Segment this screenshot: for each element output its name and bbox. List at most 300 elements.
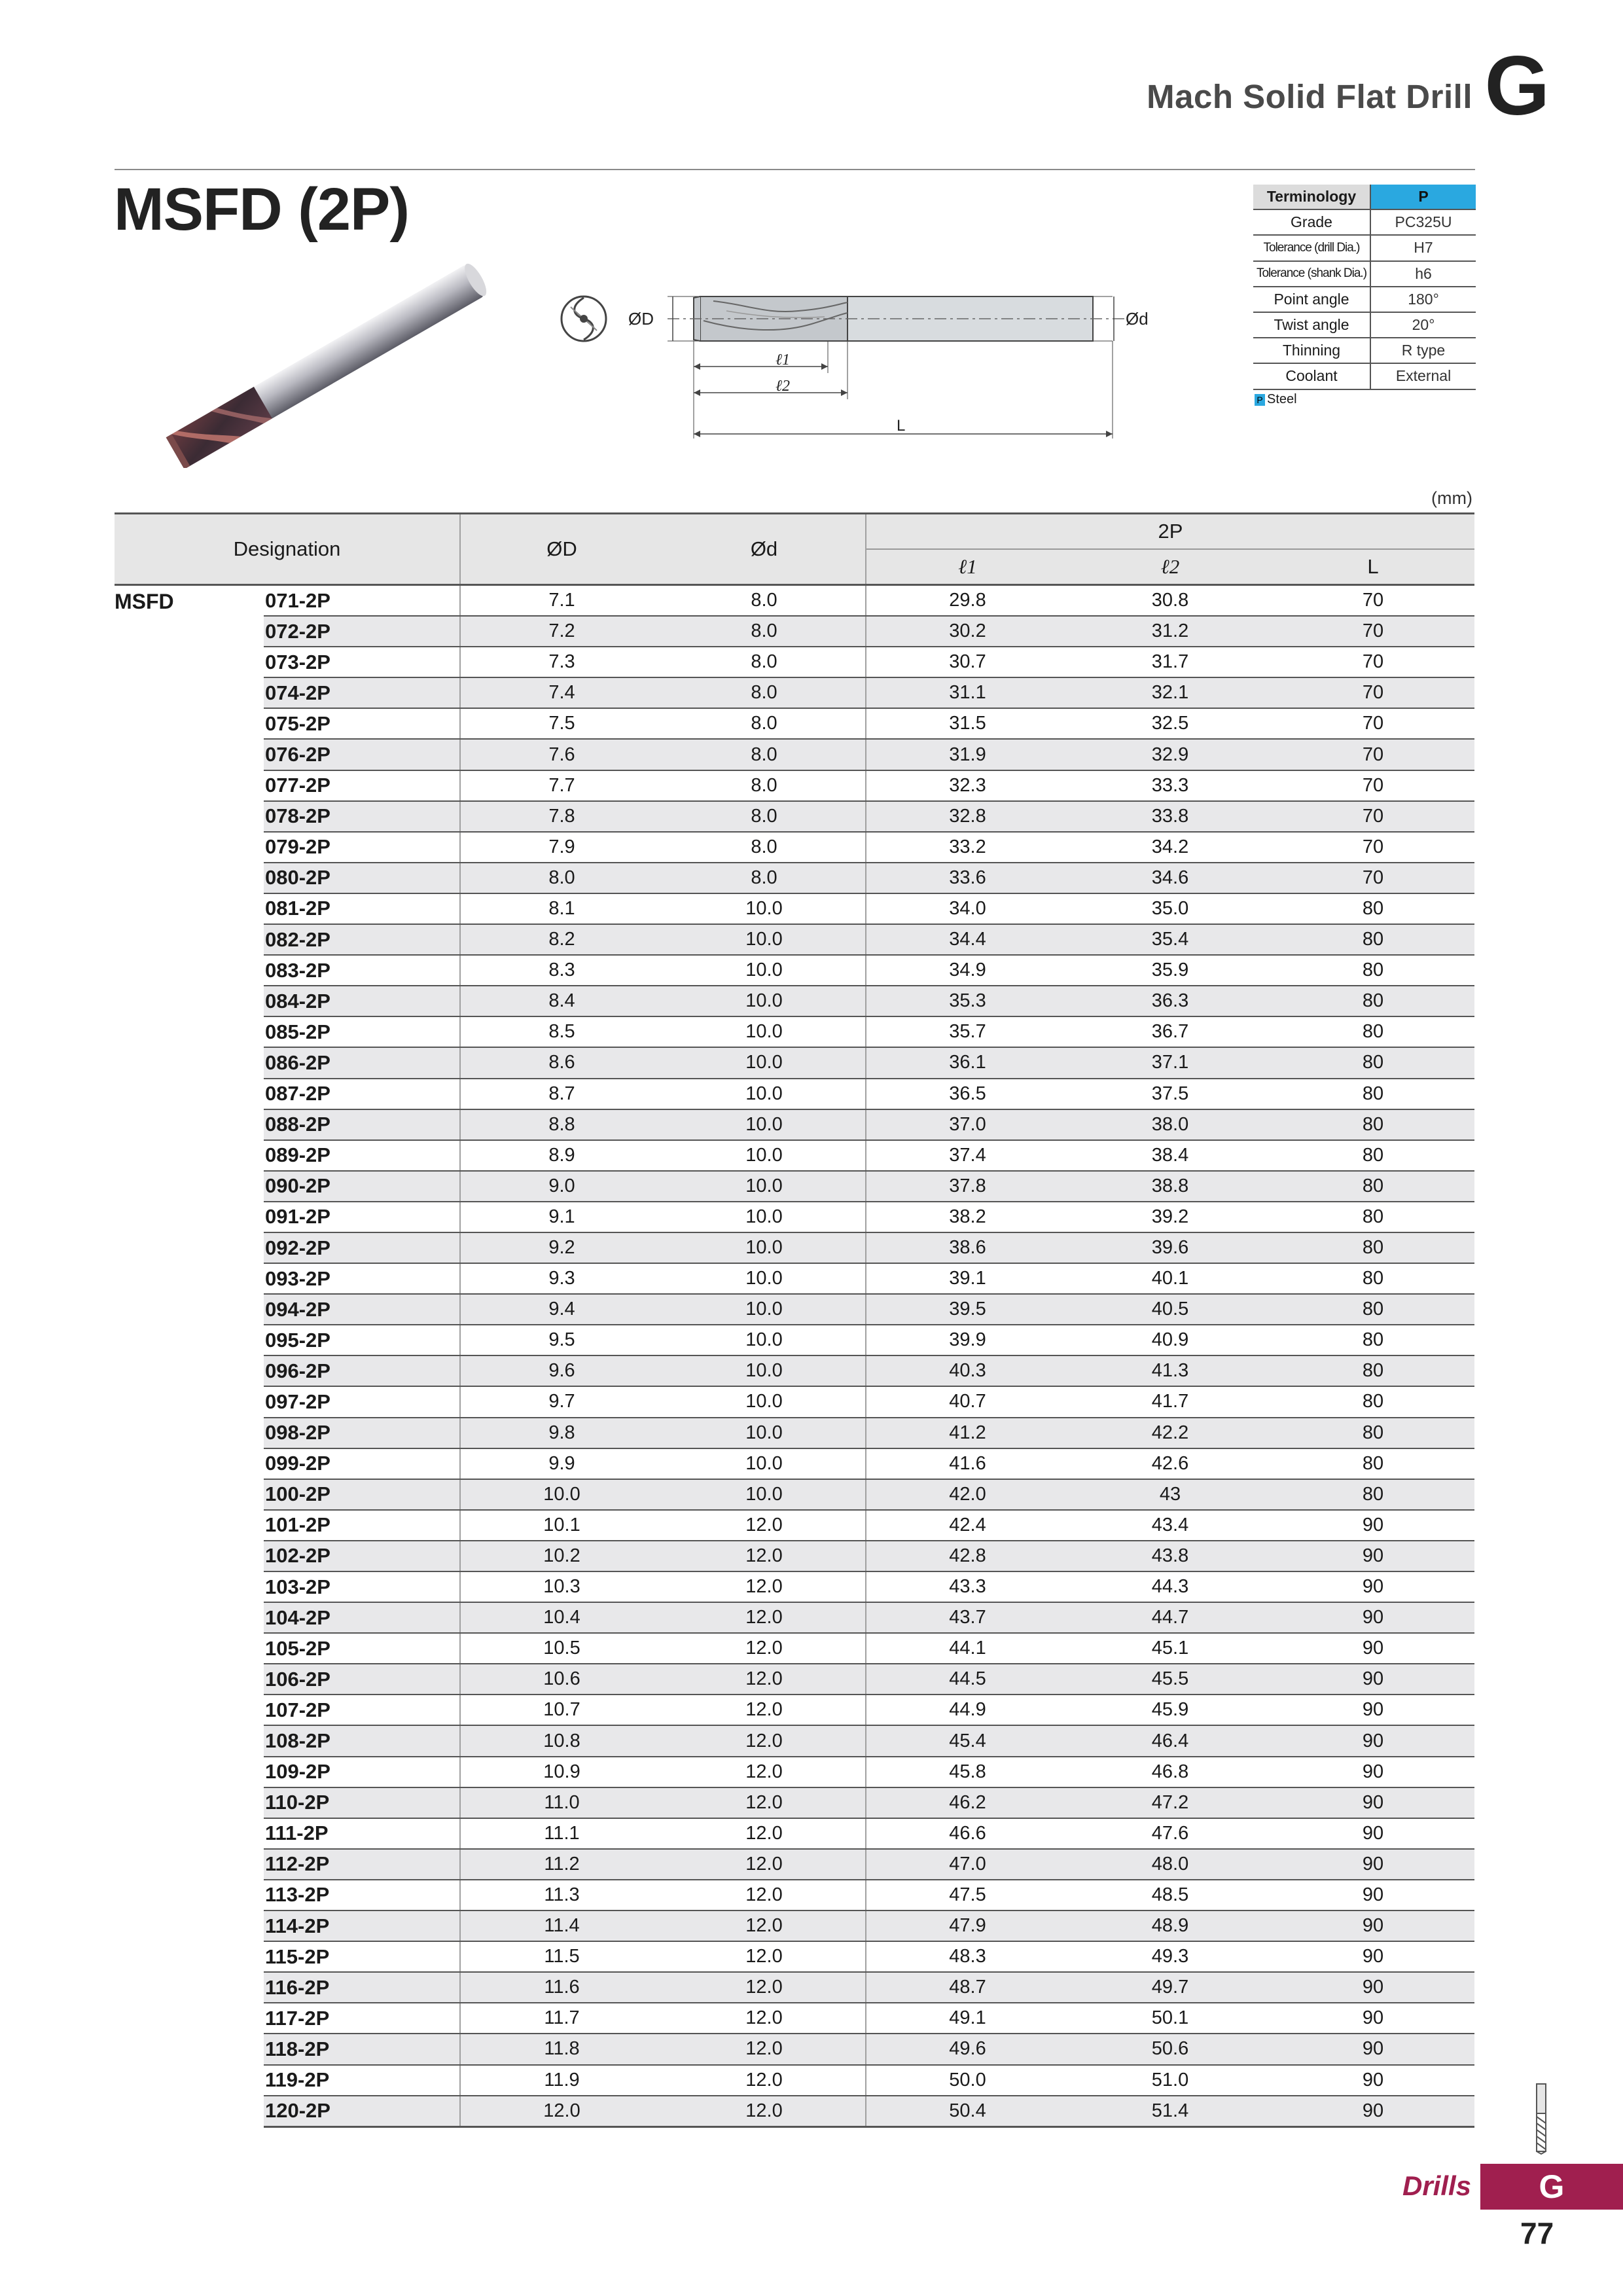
cell-D: 11.5 xyxy=(460,1941,663,1972)
cell-d: 12.0 xyxy=(663,1941,866,1972)
table-row xyxy=(115,1140,1474,1171)
cell-l1: 45.8 xyxy=(866,1757,1069,1787)
cell-L: 80 xyxy=(1272,1232,1474,1263)
cell-d: 12.0 xyxy=(663,1818,866,1849)
section-title: Mach Solid Flat Drill xyxy=(1147,78,1472,115)
table-row xyxy=(115,863,1474,893)
table-row xyxy=(115,770,1474,801)
table-row xyxy=(115,955,1474,986)
spec-value: 180° xyxy=(1370,287,1476,312)
spec-table xyxy=(1253,185,1476,390)
designation-code: 120-2P xyxy=(264,2096,460,2127)
table-row xyxy=(115,893,1474,924)
cell-l1: 32.3 xyxy=(866,770,1069,801)
designation-code: 108-2P xyxy=(264,1725,460,1756)
cell-L: 80 xyxy=(1272,1448,1474,1479)
designation-code: 084-2P xyxy=(264,986,460,1016)
cell-d: 8.0 xyxy=(663,647,866,677)
cell-l1: 31.9 xyxy=(866,739,1069,770)
cell-l1: 35.7 xyxy=(866,1016,1069,1047)
cell-l2: 34.2 xyxy=(1069,832,1272,863)
cell-l1: 40.3 xyxy=(866,1355,1069,1386)
cell-L: 90 xyxy=(1272,1849,1474,1880)
cell-L: 80 xyxy=(1272,1140,1474,1171)
designation-code: 089-2P xyxy=(264,1140,460,1171)
cell-d: 12.0 xyxy=(663,1695,866,1725)
table-row xyxy=(115,1910,1474,1941)
cell-d: 10.0 xyxy=(663,1232,866,1263)
table-row xyxy=(115,1171,1474,1202)
cell-l2: 44.7 xyxy=(1069,1602,1272,1633)
cell-l2: 48.5 xyxy=(1069,1880,1272,1910)
cell-l1: 38.2 xyxy=(866,1202,1069,1232)
cell-D: 9.1 xyxy=(460,1202,663,1232)
table-row xyxy=(115,1109,1474,1140)
cell-L: 80 xyxy=(1272,1047,1474,1078)
cell-l2: 46.4 xyxy=(1069,1725,1272,1756)
cell-l1: 48.7 xyxy=(866,1972,1069,2003)
cell-d: 12.0 xyxy=(663,2096,866,2127)
designation-code: 082-2P xyxy=(264,924,460,955)
table-row xyxy=(115,1849,1474,1880)
header-divider xyxy=(115,169,1475,170)
designation-code: 080-2P xyxy=(264,863,460,893)
label-L: L xyxy=(897,417,906,435)
spec-row xyxy=(1253,338,1476,363)
designation-code: 091-2P xyxy=(264,1202,460,1232)
cell-l2: 49.7 xyxy=(1069,1972,1272,2003)
cell-l1: 41.2 xyxy=(866,1418,1069,1448)
table-row xyxy=(115,1757,1474,1787)
cell-L: 90 xyxy=(1272,1787,1474,1818)
cell-l2: 51.4 xyxy=(1069,2096,1272,2127)
designation-code: 088-2P xyxy=(264,1109,460,1140)
table-row xyxy=(115,585,1474,617)
cell-l2: 48.0 xyxy=(1069,1849,1272,1880)
designation-code: 110-2P xyxy=(264,1787,460,1818)
cell-D: 8.9 xyxy=(460,1140,663,1171)
designation-code: 074-2P xyxy=(264,677,460,708)
cell-d: 12.0 xyxy=(663,1725,866,1756)
cell-l1: 34.0 xyxy=(866,893,1069,924)
cell-D: 9.9 xyxy=(460,1448,663,1479)
cell-D: 11.6 xyxy=(460,1972,663,2003)
cell-L: 70 xyxy=(1272,739,1474,770)
cell-d: 8.0 xyxy=(663,832,866,863)
table-row xyxy=(115,2034,1474,2064)
cell-l1: 36.5 xyxy=(866,1079,1069,1109)
designation-code: 103-2P xyxy=(264,1571,460,1602)
table-row xyxy=(115,1787,1474,1818)
cell-l2: 41.3 xyxy=(1069,1355,1272,1386)
cell-l2: 30.8 xyxy=(1069,585,1272,617)
cell-d: 8.0 xyxy=(663,801,866,832)
drill-photo xyxy=(137,259,517,468)
cell-l1: 37.8 xyxy=(866,1171,1069,1202)
cell-D: 9.2 xyxy=(460,1232,663,1263)
spec-key: Coolant xyxy=(1253,363,1370,389)
cell-l1: 38.6 xyxy=(866,1232,1069,1263)
cell-d: 10.0 xyxy=(663,893,866,924)
cell-D: 8.8 xyxy=(460,1109,663,1140)
cell-L: 80 xyxy=(1272,955,1474,986)
cell-D: 7.3 xyxy=(460,647,663,677)
cell-l1: 46.2 xyxy=(866,1787,1069,1818)
cell-l2: 33.8 xyxy=(1069,801,1272,832)
designation-code: 093-2P xyxy=(264,1263,460,1294)
cell-d: 12.0 xyxy=(663,1849,866,1880)
designation-code: 113-2P xyxy=(264,1880,460,1910)
cell-D: 9.0 xyxy=(460,1171,663,1202)
spec-key: Point angle xyxy=(1253,287,1370,312)
header-l2: ℓ2 xyxy=(1069,549,1272,585)
cell-l1: 49.6 xyxy=(866,2034,1069,2064)
cell-l2: 39.2 xyxy=(1069,1202,1272,1232)
cell-D: 7.6 xyxy=(460,739,663,770)
cell-D: 10.5 xyxy=(460,1633,663,1664)
cell-l2: 45.1 xyxy=(1069,1633,1272,1664)
cell-d: 10.0 xyxy=(663,1140,866,1171)
cell-L: 90 xyxy=(1272,2096,1474,2127)
drill-thumbnail-icon xyxy=(1531,2083,1551,2155)
cell-D: 11.4 xyxy=(460,1910,663,1941)
cell-D: 8.3 xyxy=(460,955,663,986)
cell-l1: 33.6 xyxy=(866,863,1069,893)
cell-L: 80 xyxy=(1272,1016,1474,1047)
cell-d: 8.0 xyxy=(663,585,866,617)
designation-code: 118-2P xyxy=(264,2034,460,2064)
cell-D: 7.7 xyxy=(460,770,663,801)
cell-D: 10.8 xyxy=(460,1725,663,1756)
cell-l1: 43.7 xyxy=(866,1602,1069,1633)
cell-l2: 36.3 xyxy=(1069,986,1272,1016)
designation-code: 095-2P xyxy=(264,1325,460,1355)
designation-code: 102-2P xyxy=(264,1541,460,1571)
cell-l1: 29.8 xyxy=(866,585,1069,617)
spec-value: External xyxy=(1370,363,1476,389)
designation-code: 107-2P xyxy=(264,1695,460,1725)
cell-D: 9.7 xyxy=(460,1386,663,1417)
designation-code: 090-2P xyxy=(264,1171,460,1202)
cell-d: 10.0 xyxy=(663,1202,866,1232)
cell-l1: 42.8 xyxy=(866,1541,1069,1571)
cell-L: 90 xyxy=(1272,1571,1474,1602)
designation-code: 100-2P xyxy=(264,1479,460,1510)
cell-L: 80 xyxy=(1272,1202,1474,1232)
cell-d: 8.0 xyxy=(663,770,866,801)
cell-D: 10.4 xyxy=(460,1602,663,1633)
table-row xyxy=(115,1448,1474,1479)
cell-l1: 33.2 xyxy=(866,832,1069,863)
designation-code: 117-2P xyxy=(264,2003,460,2034)
cell-L: 90 xyxy=(1272,1602,1474,1633)
header-d: Ød xyxy=(663,514,866,585)
cell-l1: 39.5 xyxy=(866,1294,1069,1325)
cell-l1: 50.4 xyxy=(866,2096,1069,2127)
cell-L: 70 xyxy=(1272,677,1474,708)
legend-label: Steel xyxy=(1267,392,1297,406)
cell-L: 90 xyxy=(1272,1541,1474,1571)
cell-L: 80 xyxy=(1272,1109,1474,1140)
spec-row xyxy=(1253,209,1476,235)
cell-L: 90 xyxy=(1272,2003,1474,2034)
cell-D: 10.6 xyxy=(460,1664,663,1695)
cell-D: 7.8 xyxy=(460,801,663,832)
cell-l1: 34.4 xyxy=(866,924,1069,955)
cell-L: 70 xyxy=(1272,832,1474,863)
cell-d: 8.0 xyxy=(663,863,866,893)
cell-L: 90 xyxy=(1272,1941,1474,1972)
table-row xyxy=(115,1355,1474,1386)
product-title: MSFD (2P) xyxy=(114,176,409,243)
cell-l1: 40.7 xyxy=(866,1386,1069,1417)
table-row xyxy=(115,1695,1474,1725)
cell-l2: 43 xyxy=(1069,1479,1272,1510)
cell-d: 10.0 xyxy=(663,1109,866,1140)
cell-l1: 30.2 xyxy=(866,616,1069,647)
designation-code: 096-2P xyxy=(264,1355,460,1386)
spec-row xyxy=(1253,287,1476,312)
cell-d: 12.0 xyxy=(663,2065,866,2096)
designation-code: 099-2P xyxy=(264,1448,460,1479)
cell-L: 70 xyxy=(1272,863,1474,893)
label-l2: ℓ2 xyxy=(776,378,790,395)
cell-l2: 32.1 xyxy=(1069,677,1272,708)
header-group-2P: 2P xyxy=(866,514,1474,550)
table-row xyxy=(115,2065,1474,2096)
spec-value: 20° xyxy=(1370,312,1476,338)
cell-l2: 39.6 xyxy=(1069,1232,1272,1263)
cell-d: 10.0 xyxy=(663,1263,866,1294)
cell-L: 80 xyxy=(1272,1171,1474,1202)
header-l1: ℓ1 xyxy=(866,549,1069,585)
label-D: ØD xyxy=(628,309,654,329)
cell-d: 10.0 xyxy=(663,1047,866,1078)
cell-l2: 43.8 xyxy=(1069,1541,1272,1571)
cell-L: 80 xyxy=(1272,1479,1474,1510)
cell-d: 12.0 xyxy=(663,1664,866,1695)
cell-l1: 44.5 xyxy=(866,1664,1069,1695)
table-row xyxy=(115,1571,1474,1602)
designation-code: 085-2P xyxy=(264,1016,460,1047)
designation-code: 104-2P xyxy=(264,1602,460,1633)
cell-l2: 42.2 xyxy=(1069,1418,1272,1448)
cell-L: 80 xyxy=(1272,986,1474,1016)
cell-l2: 37.5 xyxy=(1069,1079,1272,1109)
cell-l1: 42.4 xyxy=(866,1510,1069,1541)
cell-l2: 51.0 xyxy=(1069,2065,1272,2096)
cell-D: 11.3 xyxy=(460,1880,663,1910)
cell-l2: 35.9 xyxy=(1069,955,1272,986)
cell-l1: 49.1 xyxy=(866,2003,1069,2034)
label-d: Ød xyxy=(1126,309,1149,329)
table-row xyxy=(115,708,1474,739)
section-letter: G xyxy=(1484,39,1550,133)
cell-l1: 50.0 xyxy=(866,2065,1069,2096)
cell-l1: 48.3 xyxy=(866,1941,1069,1972)
table-row xyxy=(115,832,1474,863)
table-row xyxy=(115,1047,1474,1078)
cell-l2: 40.1 xyxy=(1069,1263,1272,1294)
cell-L: 80 xyxy=(1272,1325,1474,1355)
cell-d: 10.0 xyxy=(663,1386,866,1417)
cell-L: 90 xyxy=(1272,1725,1474,1756)
cell-d: 10.0 xyxy=(663,1355,866,1386)
designation-code: 078-2P xyxy=(264,801,460,832)
cell-L: 70 xyxy=(1272,801,1474,832)
cell-l2: 50.1 xyxy=(1069,2003,1272,2034)
cell-d: 8.0 xyxy=(663,616,866,647)
cell-d: 10.0 xyxy=(663,986,866,1016)
designation-code: 114-2P xyxy=(264,1910,460,1941)
cell-D: 11.9 xyxy=(460,2065,663,2096)
table-row xyxy=(115,677,1474,708)
cell-l1: 44.9 xyxy=(866,1695,1069,1725)
cell-d: 12.0 xyxy=(663,1633,866,1664)
cell-l2: 38.0 xyxy=(1069,1109,1272,1140)
cell-l1: 47.9 xyxy=(866,1910,1069,1941)
designation-code: 076-2P xyxy=(264,739,460,770)
table-row xyxy=(115,1818,1474,1849)
cell-l1: 45.4 xyxy=(866,1725,1069,1756)
cell-L: 80 xyxy=(1272,1079,1474,1109)
table-row xyxy=(115,1325,1474,1355)
cell-d: 12.0 xyxy=(663,1787,866,1818)
cell-d: 12.0 xyxy=(663,1541,866,1571)
cell-D: 8.2 xyxy=(460,924,663,955)
table-row xyxy=(115,739,1474,770)
header-designation: Designation xyxy=(115,514,460,585)
cell-l1: 31.5 xyxy=(866,708,1069,739)
designation-code: 119-2P xyxy=(264,2065,460,2096)
unit-label: (mm) xyxy=(1431,488,1472,508)
cell-l2: 50.6 xyxy=(1069,2034,1272,2064)
cell-l2: 32.9 xyxy=(1069,739,1272,770)
designation-code: 116-2P xyxy=(264,1972,460,2003)
cell-d: 8.0 xyxy=(663,677,866,708)
designation-code: 112-2P xyxy=(264,1849,460,1880)
cell-D: 7.1 xyxy=(460,585,663,617)
cell-l1: 37.4 xyxy=(866,1140,1069,1171)
table-row xyxy=(115,1880,1474,1910)
spec-key: Tolerance (shank Dia.) xyxy=(1253,261,1370,287)
category-label: Drills xyxy=(1402,2170,1472,2201)
cell-l2: 41.7 xyxy=(1069,1386,1272,1417)
cell-l2: 33.3 xyxy=(1069,770,1272,801)
spec-value: h6 xyxy=(1370,261,1476,287)
cell-L: 90 xyxy=(1272,1695,1474,1725)
cell-D: 10.7 xyxy=(460,1695,663,1725)
cell-l1: 46.6 xyxy=(866,1818,1069,1849)
cell-D: 8.5 xyxy=(460,1016,663,1047)
cell-D: 10.1 xyxy=(460,1510,663,1541)
cell-l1: 42.0 xyxy=(866,1479,1069,1510)
cell-l1: 47.0 xyxy=(866,1849,1069,1880)
cell-l2: 47.2 xyxy=(1069,1787,1272,1818)
cell-d: 10.0 xyxy=(663,1479,866,1510)
cell-L: 80 xyxy=(1272,1294,1474,1325)
technical-drawing xyxy=(628,275,1185,445)
dimension-table xyxy=(115,512,1474,2128)
spec-value: R type xyxy=(1370,338,1476,363)
cell-l1: 36.1 xyxy=(866,1047,1069,1078)
designation-code: 097-2P xyxy=(264,1386,460,1417)
table-row xyxy=(115,1541,1474,1571)
cell-l1: 34.9 xyxy=(866,955,1069,986)
cell-D: 7.4 xyxy=(460,677,663,708)
table-row xyxy=(115,1941,1474,1972)
cell-D: 8.0 xyxy=(460,863,663,893)
cell-l2: 40.9 xyxy=(1069,1325,1272,1355)
cell-L: 80 xyxy=(1272,1263,1474,1294)
cell-L: 90 xyxy=(1272,1510,1474,1541)
table-row xyxy=(115,1972,1474,2003)
cell-l2: 45.5 xyxy=(1069,1664,1272,1695)
table-row xyxy=(115,924,1474,955)
cell-L: 90 xyxy=(1272,1972,1474,2003)
cell-L: 70 xyxy=(1272,770,1474,801)
designation-code: 071-2P xyxy=(264,585,460,617)
cell-l1: 43.3 xyxy=(866,1571,1069,1602)
cell-D: 8.1 xyxy=(460,893,663,924)
cell-D: 8.6 xyxy=(460,1047,663,1078)
cell-l2: 32.5 xyxy=(1069,708,1272,739)
cell-l1: 47.5 xyxy=(866,1880,1069,1910)
cell-L: 80 xyxy=(1272,1386,1474,1417)
cell-l2: 42.6 xyxy=(1069,1448,1272,1479)
cell-l2: 31.2 xyxy=(1069,616,1272,647)
table-row xyxy=(115,1386,1474,1417)
designation-code: 079-2P xyxy=(264,832,460,863)
cell-L: 90 xyxy=(1272,1880,1474,1910)
cell-l2: 44.3 xyxy=(1069,1571,1272,1602)
table-row xyxy=(115,1079,1474,1109)
header-D: ØD xyxy=(460,514,663,585)
cell-d: 10.0 xyxy=(663,924,866,955)
table-row xyxy=(115,801,1474,832)
cell-l1: 31.1 xyxy=(866,677,1069,708)
table-row xyxy=(115,616,1474,647)
cell-D: 7.5 xyxy=(460,708,663,739)
table-row xyxy=(115,1418,1474,1448)
cell-d: 12.0 xyxy=(663,1510,866,1541)
label-l1: ℓ1 xyxy=(776,351,790,368)
cell-L: 90 xyxy=(1272,1910,1474,1941)
cell-l2: 35.4 xyxy=(1069,924,1272,955)
spec-row xyxy=(1253,261,1476,287)
cell-l2: 48.9 xyxy=(1069,1910,1272,1941)
designation-code: 083-2P xyxy=(264,955,460,986)
cell-D: 8.4 xyxy=(460,986,663,1016)
table-row xyxy=(115,1664,1474,1695)
cell-d: 10.0 xyxy=(663,955,866,986)
cell-L: 80 xyxy=(1272,893,1474,924)
cell-l2: 47.6 xyxy=(1069,1818,1272,1849)
header-L: L xyxy=(1272,549,1474,585)
spec-key: Grade xyxy=(1253,209,1370,235)
cell-d: 12.0 xyxy=(663,1880,866,1910)
cell-d: 8.0 xyxy=(663,739,866,770)
cell-d: 10.0 xyxy=(663,1448,866,1479)
designation-code: 109-2P xyxy=(264,1757,460,1787)
designation-code: 072-2P xyxy=(264,616,460,647)
cell-D: 9.3 xyxy=(460,1263,663,1294)
spec-header-value: P xyxy=(1370,185,1476,209)
cell-L: 90 xyxy=(1272,1664,1474,1695)
designation-code: 075-2P xyxy=(264,708,460,739)
designation-code: 077-2P xyxy=(264,770,460,801)
cell-D: 10.9 xyxy=(460,1757,663,1787)
